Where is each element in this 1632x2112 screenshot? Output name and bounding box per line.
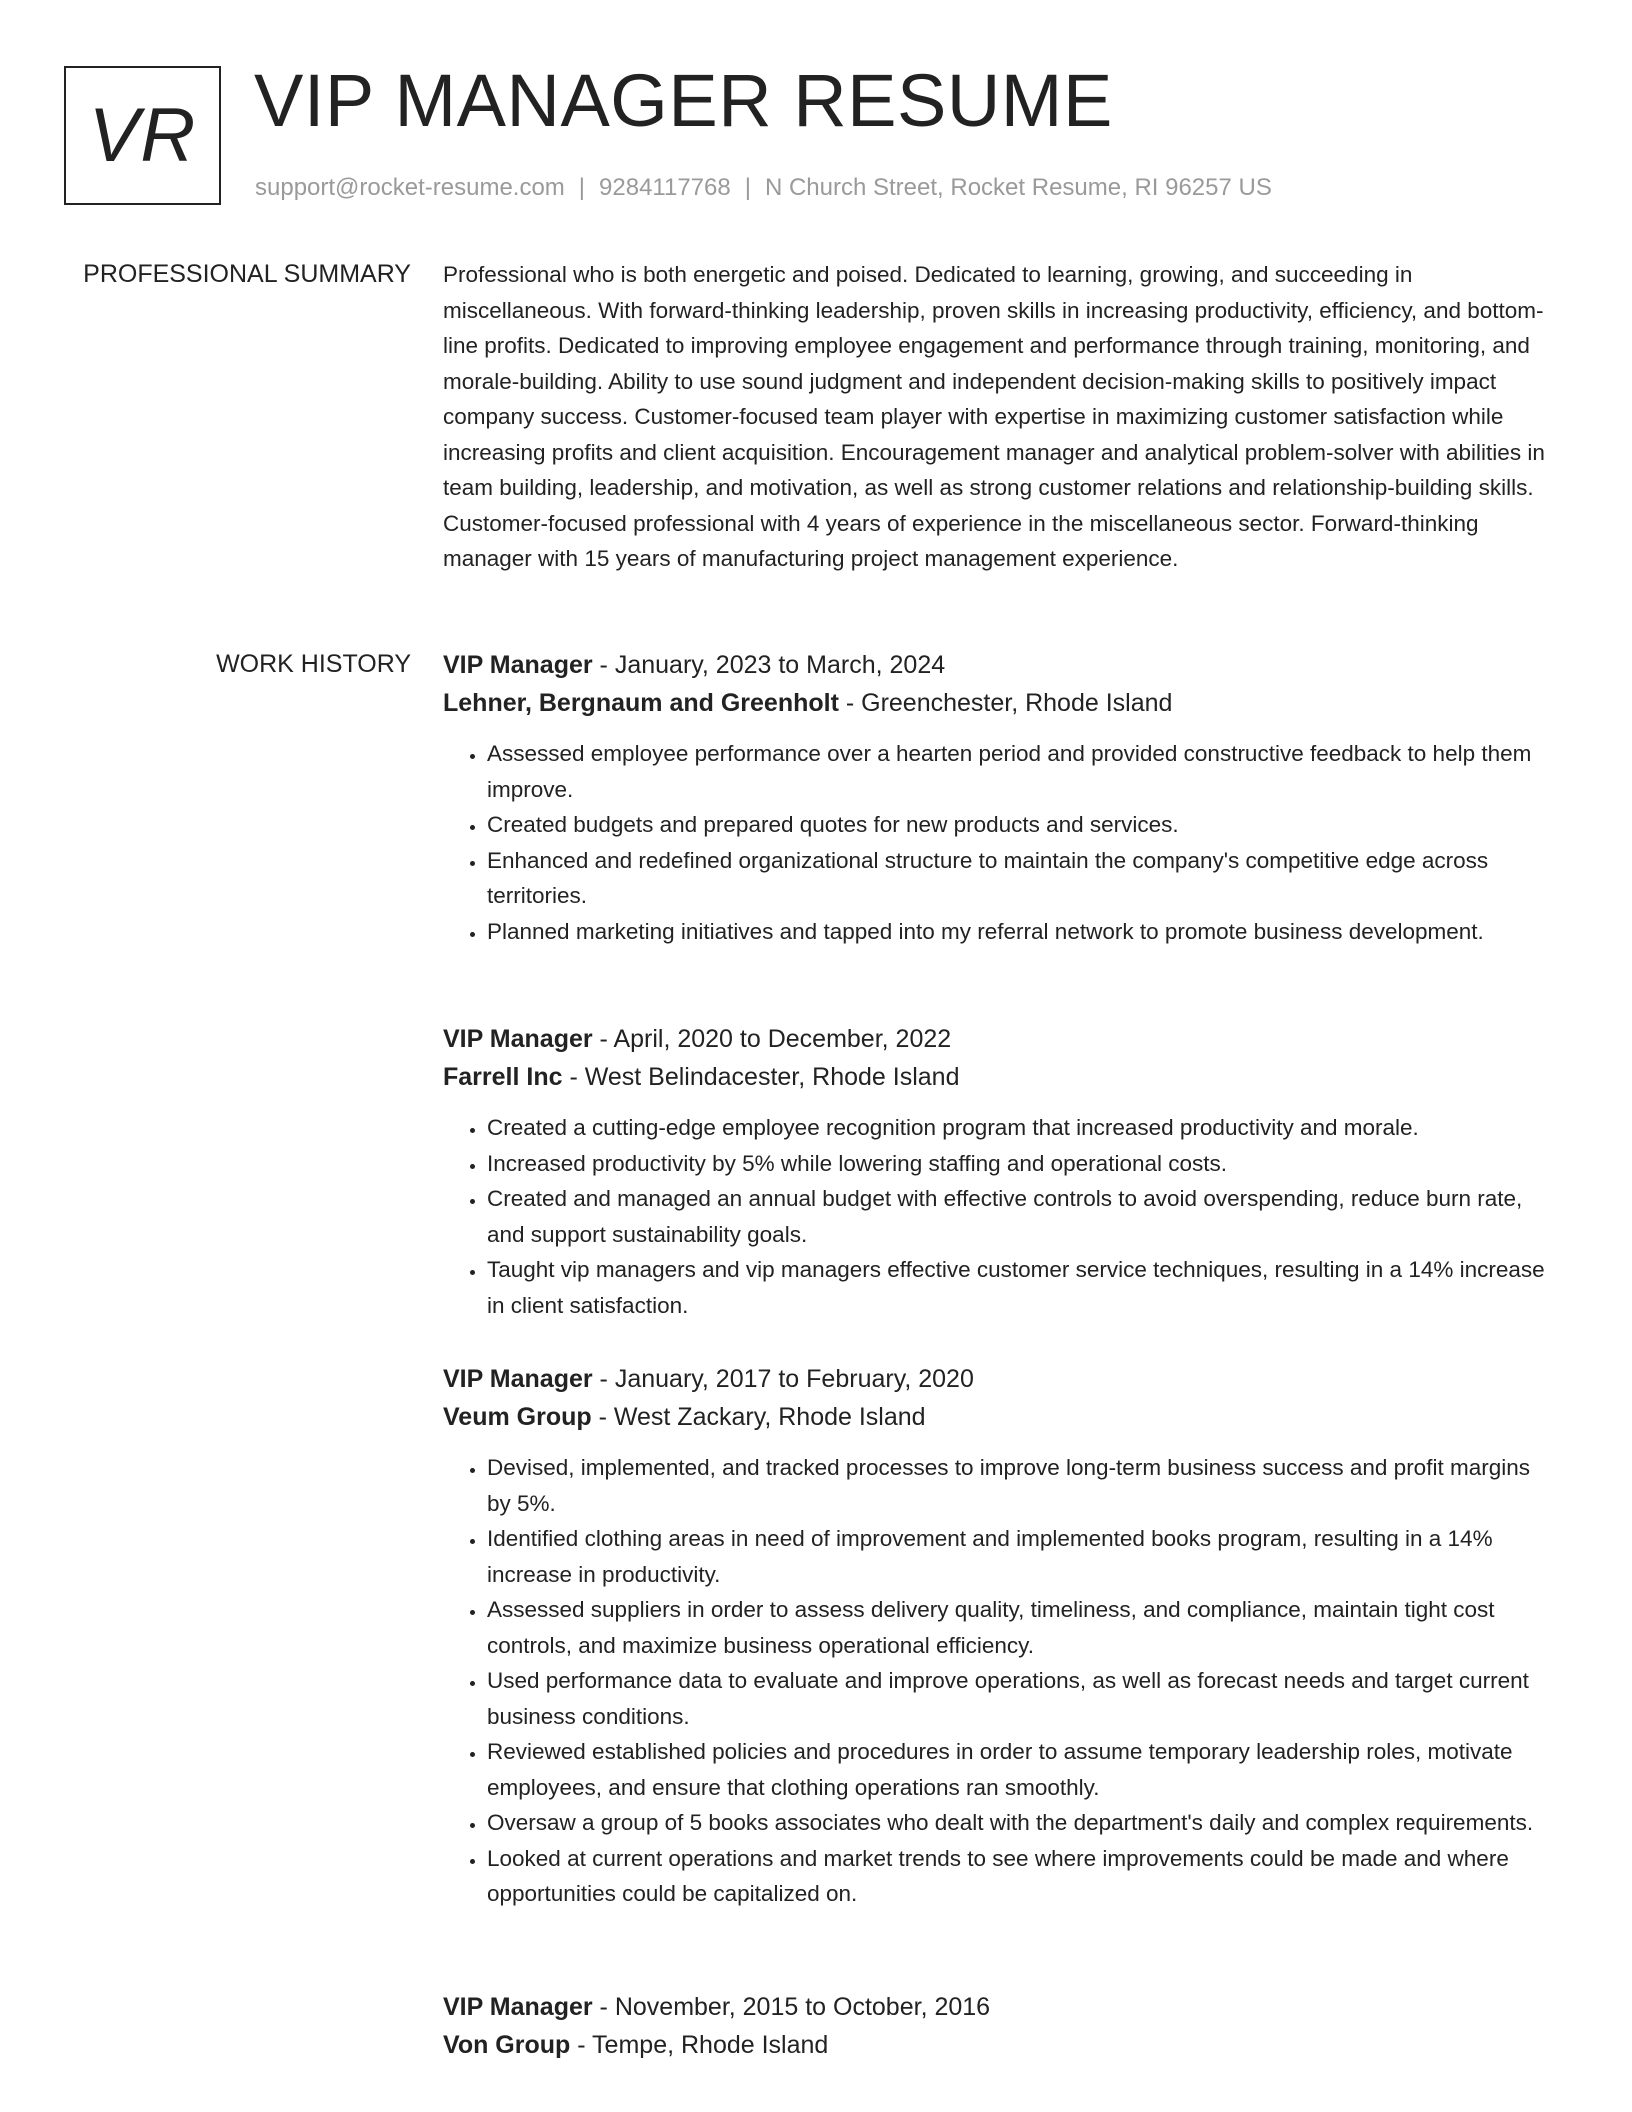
- bullet-item: • Reviewed established policies and procedures in order to assume temporary leadership roles, motivate employees, and ensure that clothing operations ran smoothly.: [487, 1734, 1553, 1805]
- job-entry: [443, 1360, 1553, 1912]
- separator: |: [578, 174, 586, 201]
- bullet-item: • Looked at current operations and market trends to see where improvements could be made and where opportunities could be capitalized on.: [487, 1841, 1553, 1912]
- job-bullets: [443, 736, 1553, 949]
- job-location: - West Belindacester, Rhode Island: [562, 1063, 960, 1091]
- bullet-item: • Identified clothing areas in need of improvement and implemented books program, resulting in a 14% increase in productivity.: [487, 1521, 1553, 1592]
- job-dates: - January, 2023 to March, 2024: [592, 651, 946, 679]
- bullet-item: • Created a cutting-edge employee recognition program that increased productivity and morale.: [487, 1110, 1553, 1146]
- bullet-item: • Devised, implemented, and tracked processes to improve long-term business success and profit margins by 5%.: [487, 1450, 1553, 1521]
- job-dates: - April, 2020 to December, 2022: [592, 1025, 952, 1053]
- bullet-item: • Created and managed an annual budget with effective controls to avoid overspending, reduce burn rate, and support sustainability goals.: [487, 1181, 1553, 1252]
- job-location: - Tempe, Rhode Island: [570, 2031, 829, 2059]
- job-title-line: [443, 1020, 1553, 1058]
- job-bullets: [443, 1110, 1553, 1323]
- separator: |: [744, 174, 751, 201]
- bullet-item: • Assessed suppliers in order to assess delivery quality, timeliness, and compliance, maintain tight cost controls, and maximize business operational efficiency.: [487, 1592, 1553, 1663]
- bullet-item: • Oversaw a group of 5 books associates who dealt with the department's daily and complex requirements.: [487, 1805, 1553, 1841]
- job-company-line: [443, 1398, 1553, 1436]
- summary-text: Professional who is both energetic and poised. Dedicated to learning, growing, and succeeding in miscellaneous. With forward-thinking leadership, proven skills in increasing productivity, efficiency, and bottom-line profits. Dedicated to improving employee engagement and performance through training, monitoring, and morale-building. Ability to use sound judgment and independent decision-making skills to positively impact company success. Customer-focused team player with expertise in maximizing customer satisfaction while increasing profits and client acquisition. Encouragement manager and analytical problem-solver with abilities in team building, leadership, and motivation, as well as strong customer relations and relationship-building skills. Customer-focused professional with 4 years of experience in the miscellaneous sector. Forward-thinking manager with 15 years of manufacturing project management experience.: [443, 262, 1545, 571]
- work-history-heading: WORK HISTORY: [216, 650, 411, 678]
- bullet-item: • Enhanced and redefined organizational structure to maintain the company's competitive edge across territories.: [487, 843, 1553, 914]
- bullet-item: • Created budgets and prepared quotes for new products and services.: [487, 807, 1553, 843]
- job-title-line: [443, 1360, 1553, 1398]
- job-title-line: [443, 1988, 1553, 2026]
- job-title: VIP Manager: [443, 651, 593, 679]
- job-company: Farrell Inc: [443, 1063, 563, 1091]
- job-company: Von Group: [443, 2031, 571, 2059]
- job-company-line: [443, 2026, 1553, 2064]
- phone-text: 9284117768: [599, 174, 731, 201]
- job-dates: - November, 2015 to October, 2016: [592, 1993, 991, 2021]
- summary-section: [443, 257, 1553, 577]
- bullet-item: • Assessed employee performance over a hearten period and provided constructive feedback to help them improve.: [487, 736, 1553, 807]
- job-dates: - January, 2017 to February, 2020: [592, 1365, 974, 1393]
- job-entry: [443, 646, 1553, 949]
- job-location: - Greenchester, Rhode Island: [838, 689, 1173, 717]
- bullet-item: • Planned marketing initiatives and tapped into my referral network to promote business development.: [487, 914, 1553, 950]
- summary-heading: PROFESSIONAL SUMMARY: [83, 260, 411, 288]
- job-title: VIP Manager: [443, 1365, 593, 1393]
- monogram-logo: VR: [64, 66, 221, 205]
- bullet-item: • Used performance data to evaluate and improve operations, as well as forecast needs and target current business conditions.: [487, 1663, 1553, 1734]
- job-entry: [443, 1020, 1553, 1323]
- address-text: N Church Street, Rocket Resume, RI 96257 US: [764, 174, 1272, 201]
- job-entry: [443, 1988, 1553, 2064]
- job-title: VIP Manager: [443, 1025, 593, 1053]
- job-company: Lehner, Bergnaum and Greenholt: [443, 689, 839, 717]
- job-title: VIP Manager: [443, 1993, 593, 2021]
- job-company: Veum Group: [443, 1403, 592, 1431]
- bullet-item: • Taught vip managers and vip managers effective customer service techniques, resulting in a 14% increase in client satisfaction.: [487, 1252, 1553, 1323]
- job-bullets: [443, 1450, 1553, 1912]
- job-company-line: [443, 684, 1553, 722]
- email-text: support@rocket-resume.com: [255, 174, 565, 201]
- contact-line: [255, 172, 1272, 204]
- job-title-line: [443, 646, 1553, 684]
- job-company-line: [443, 1058, 1553, 1096]
- page-title: VIP MANAGER RESUME: [254, 59, 1113, 142]
- job-location: - West Zackary, Rhode Island: [591, 1403, 926, 1431]
- bullet-item: • Increased productivity by 5% while lowering staffing and operational costs.: [487, 1146, 1553, 1182]
